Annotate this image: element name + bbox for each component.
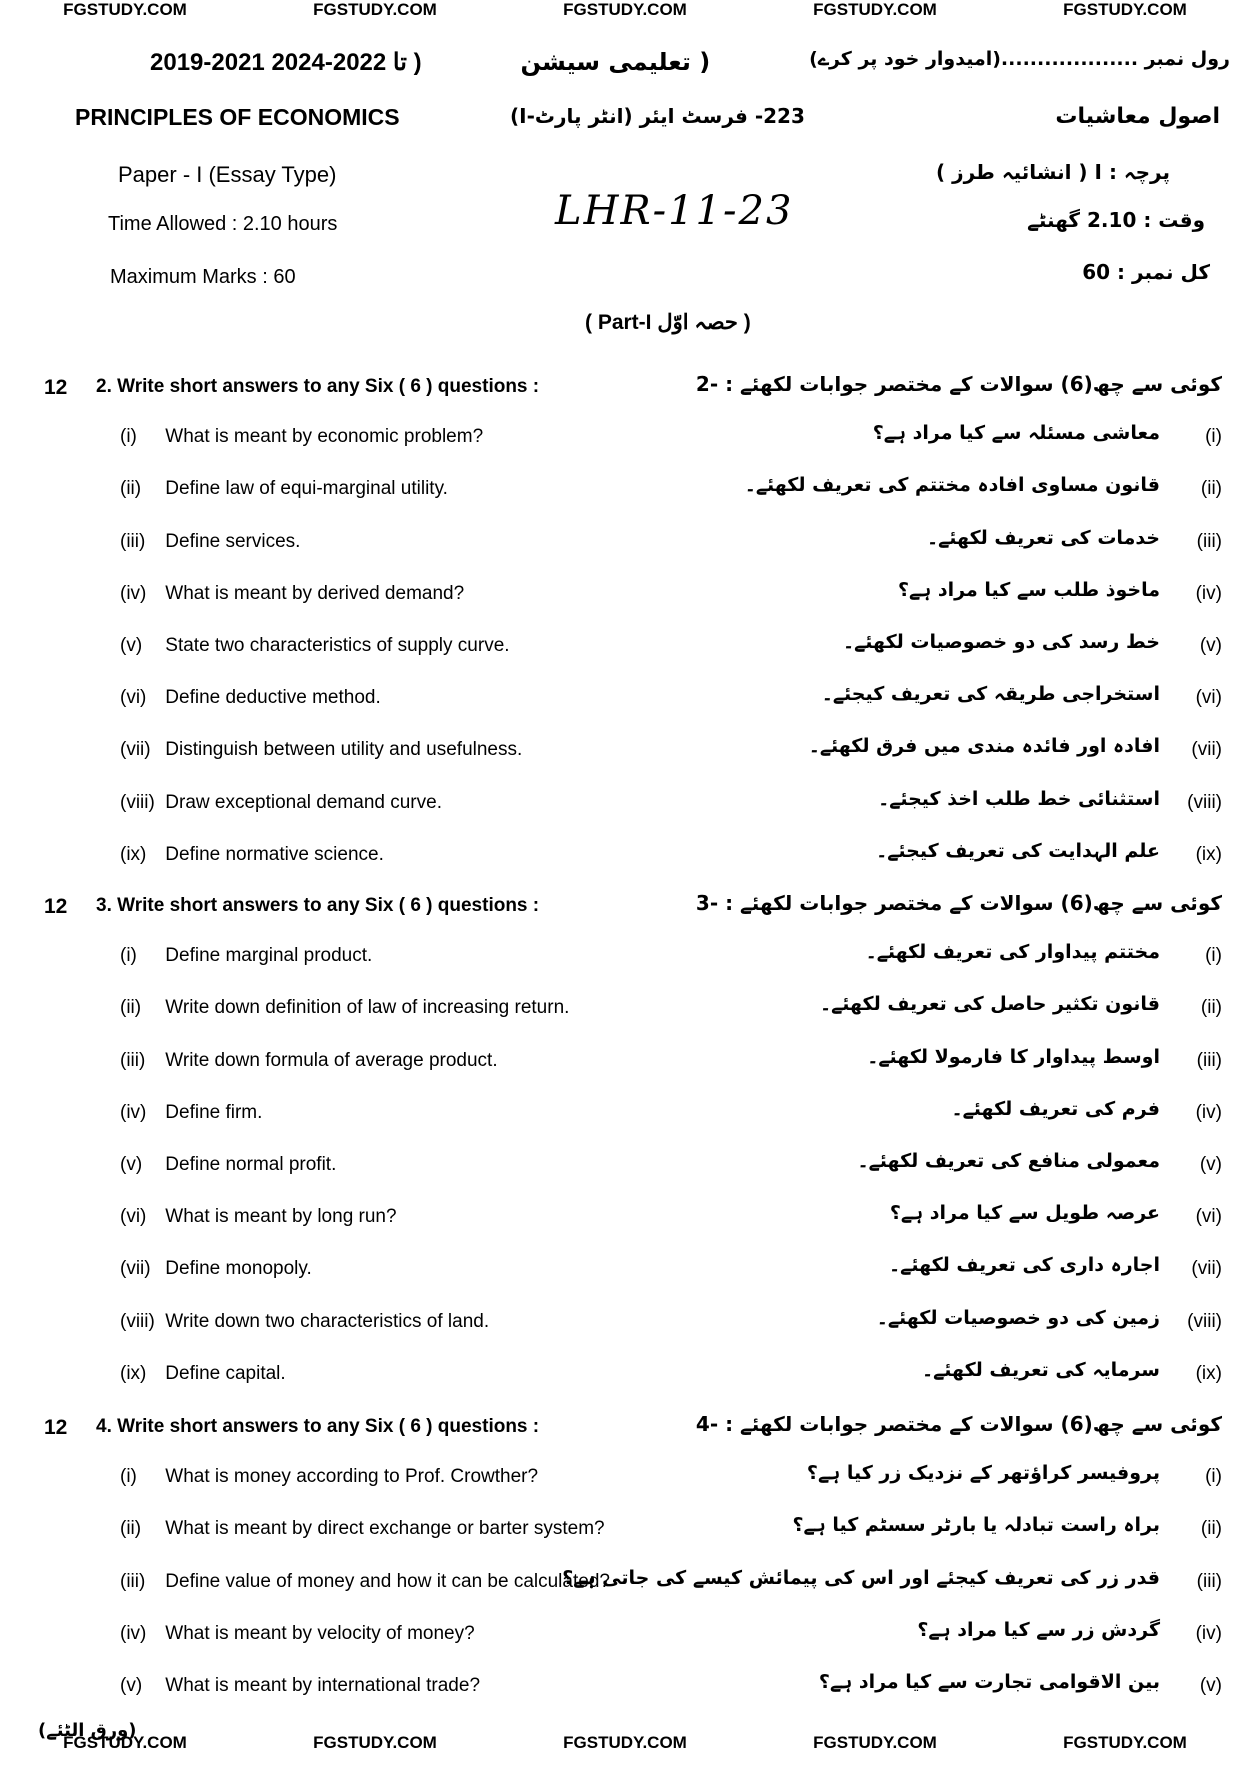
item-english: [120, 1675, 480, 1697]
item-text: Define services.: [165, 530, 301, 552]
question-marks: 12: [44, 376, 68, 399]
time-allowed-urdu: وقت : 2.10 گھنٹے: [1027, 208, 1205, 232]
question-number: 4.: [96, 1416, 112, 1437]
item-urdu: اوسط پیداوار کا فارمولا لکھئے۔: [867, 1045, 1160, 1068]
item-urdu: قدر زر کی تعریف کیجئے اور اس کی پیمائش کیسے کی جاتی ہے؟: [562, 1566, 1160, 1589]
part-heading: ( Part-I حصہ اوّل ): [585, 311, 751, 334]
item-text: Define law of equi-marginal utility.: [165, 478, 448, 500]
item-number: (iii): [120, 530, 146, 552]
item-text: Define normal profit.: [165, 1154, 337, 1175]
item-text: Define monopoly.: [165, 1258, 312, 1280]
question-item: [0, 1248, 1250, 1288]
item-urdu: استثنائی خط طلب اخذ کیجئے۔: [878, 787, 1160, 810]
item-text: Define marginal product.: [165, 945, 373, 967]
item-number-urdu: (ix): [1195, 843, 1222, 865]
item-urdu: معاشی مسئلہ سے کیا مراد ہے؟: [872, 422, 1160, 445]
question-number-urdu: -2: [695, 372, 719, 396]
item-english: [120, 739, 522, 761]
roll-number-field: رول نمبر ...................(امیدوار خود پر کرے): [809, 48, 1230, 70]
question-item: [0, 987, 1250, 1027]
question-item: [0, 1144, 1250, 1184]
item-number: (iv): [120, 1101, 147, 1123]
item-urdu: معمولی منافع کی تعریف لکھئے۔: [857, 1150, 1160, 1172]
item-number: (v): [120, 1154, 143, 1175]
item-urdu: افادہ اور فائدہ مندی میں فرق لکھئے۔: [808, 735, 1160, 758]
item-number-urdu: (vi): [1195, 687, 1222, 709]
item-english: [120, 1258, 312, 1280]
item-number: (v): [120, 635, 143, 656]
item-number-urdu: (ii): [1200, 997, 1222, 1019]
watermark: FGSTUDY.COM: [813, 0, 937, 19]
item-number: (iv): [120, 1622, 147, 1644]
item-english: [120, 531, 300, 553]
item-number-urdu: (i): [1205, 426, 1222, 448]
item-number-urdu: (iv): [1195, 582, 1222, 604]
item-english: [120, 478, 448, 500]
item-english: [120, 1154, 336, 1176]
item-number: (viii): [120, 1310, 155, 1332]
question-item: [0, 782, 1250, 822]
item-number: (v): [120, 1675, 143, 1696]
item-english: [120, 1311, 489, 1333]
item-english: [120, 1518, 605, 1540]
watermark: FGSTUDY.COM: [1063, 0, 1187, 19]
instruction-text-urdu: کوئی سے چھ(6) سوالات کے مختصر جوابات لکھئے :: [725, 891, 1222, 915]
question-item: [0, 1665, 1250, 1705]
item-english: [120, 1623, 475, 1645]
item-text: Define firm.: [165, 1101, 263, 1123]
item-urdu: خط رسد کی دو خصوصیات لکھئے۔: [843, 631, 1160, 653]
item-urdu: زمین کی دو خصوصیات لکھئے۔: [876, 1306, 1160, 1329]
item-number: (vi): [120, 1206, 147, 1228]
instruction-text: Write short answers to any Six ( 6 ) questions :: [117, 1416, 540, 1437]
item-number-urdu: (vii): [1191, 739, 1222, 761]
question-number: 3.: [96, 895, 112, 916]
session-years: 2019-2021 تا 2022-2024 ): [150, 49, 422, 76]
question-item: [0, 935, 1250, 975]
item-english: [120, 1466, 538, 1488]
item-number: (ii): [120, 997, 142, 1019]
subject-urdu: اصول معاشیات: [1055, 104, 1220, 129]
item-urdu: ماخوذ طلب سے کیا مراد ہے؟: [898, 578, 1160, 601]
item-english: [120, 635, 510, 657]
question-item: [0, 834, 1250, 874]
question-item: [0, 468, 1250, 508]
item-text: Distinguish between utility and usefulness.: [165, 739, 523, 761]
item-english: [120, 844, 384, 866]
item-number: (vii): [120, 739, 151, 761]
item-number-urdu: (iv): [1195, 1101, 1222, 1123]
item-urdu: براہ راست تبادلہ یا بارٹر سسٹم کیا ہے؟: [792, 1514, 1160, 1537]
item-number-urdu: (i): [1205, 945, 1222, 967]
item-text: Write down formula of average product.: [165, 1049, 498, 1071]
question-instruction-urdu: [696, 372, 1222, 396]
item-text: Define capital.: [165, 1362, 286, 1384]
question-item: [0, 573, 1250, 613]
item-text: What is money according to Prof. Crowther?: [165, 1466, 539, 1488]
watermark: FGSTUDY.COM: [313, 1733, 437, 1752]
item-number: (viii): [120, 791, 155, 813]
item-english: [120, 1050, 498, 1072]
item-number-urdu: (v): [1199, 1154, 1222, 1175]
question-instruction-urdu: [696, 1412, 1222, 1436]
item-urdu: سرمایہ کی تعریف لکھئے۔: [922, 1358, 1160, 1381]
watermark: FGSTUDY.COM: [63, 0, 187, 19]
item-text: State two characteristics of supply curve.: [165, 635, 510, 656]
instruction-text: Write short answers to any Six ( 6 ) questions :: [117, 376, 540, 397]
item-english: [120, 945, 372, 967]
item-urdu: قانون تکثیر حاصل کی تعریف لکھئے۔: [819, 993, 1160, 1016]
item-number-urdu: (iii): [1196, 1049, 1222, 1071]
item-urdu: عرصہ طویل سے کیا مراد ہے؟: [889, 1202, 1160, 1225]
time-allowed: Time Allowed : 2.10 hours: [108, 213, 338, 235]
item-number-urdu: (vi): [1195, 1206, 1222, 1228]
watermark: FGSTUDY.COM: [1063, 1733, 1187, 1752]
question-2-header: [0, 368, 1250, 408]
item-text: Define value of money and how it can be calculated?: [165, 1570, 610, 1592]
item-text: Define deductive method.: [165, 687, 381, 709]
question-item: [0, 1040, 1250, 1080]
item-urdu: فرم کی تعریف لکھئے۔: [951, 1097, 1160, 1120]
subject-english: PRINCIPLES OF ECONOMICS: [75, 104, 400, 130]
item-number-urdu: (ii): [1200, 478, 1222, 500]
question-item: [0, 625, 1250, 665]
item-number-urdu: (ii): [1200, 1518, 1222, 1540]
watermark: FGSTUDY.COM: [313, 0, 437, 19]
item-number-urdu: (ix): [1195, 1362, 1222, 1384]
item-number: (ii): [120, 478, 142, 500]
item-number: (vii): [120, 1258, 151, 1280]
question-instruction: [96, 1416, 539, 1438]
turn-over-note: (ورق الٹئے): [38, 1720, 137, 1741]
item-english: [120, 583, 464, 605]
session-line: [150, 48, 1230, 77]
question-item: [0, 1613, 1250, 1653]
instruction-text: Write short answers to any Six ( 6 ) questions :: [117, 895, 540, 916]
item-number-urdu: (v): [1199, 635, 1222, 656]
item-number-urdu: (iv): [1195, 1622, 1222, 1644]
item-number-urdu: (iii): [1196, 1570, 1222, 1592]
item-english: [120, 426, 483, 448]
item-urdu: اجارہ داری کی تعریف لکھئے۔: [889, 1254, 1160, 1277]
item-urdu: مختتم پیداوار کی تعریف لکھئے۔: [865, 941, 1160, 964]
paper-type-urdu: پرچہ : I ( انشائیہ طرز ): [935, 160, 1170, 184]
item-number-urdu: (viii): [1187, 1310, 1222, 1332]
item-english: [120, 687, 381, 709]
watermark-row-bottom: [0, 1733, 1250, 1753]
item-number: (i): [120, 426, 137, 448]
watermark: FGSTUDY.COM: [63, 1733, 187, 1752]
question-item: [0, 1092, 1250, 1132]
item-urdu: علم الہدایت کی تعریف کیجئے۔: [876, 839, 1160, 862]
question-item: [0, 1456, 1250, 1496]
item-number-urdu: (viii): [1187, 791, 1222, 813]
question-marks: 12: [44, 1416, 68, 1439]
item-number-urdu: (v): [1199, 1675, 1222, 1696]
board-code-handwritten: LHR-11-23: [555, 188, 794, 234]
item-number: (ix): [120, 1362, 147, 1384]
item-text: What is meant by direct exchange or barter system?: [165, 1518, 605, 1540]
item-english: [120, 792, 442, 814]
item-text: Draw exceptional demand curve.: [165, 791, 442, 813]
item-number: (vi): [120, 687, 147, 709]
question-marks: 12: [44, 895, 68, 918]
question-item: [0, 416, 1250, 456]
item-number-urdu: (vii): [1191, 1258, 1222, 1280]
item-text: What is meant by velocity of money?: [165, 1622, 475, 1644]
watermark-row-top: [0, 0, 1250, 20]
maximum-marks: Maximum Marks : 60: [110, 266, 296, 288]
item-urdu: پروفیسر کراؤتھر کے نزدیک زر کیا ہے؟: [806, 1462, 1160, 1485]
item-text: What is meant by long run?: [165, 1206, 397, 1228]
item-english: [120, 1102, 262, 1124]
item-urdu: قانون مساوی افادہ مختتم کی تعریف لکھئے۔: [744, 474, 1160, 497]
item-number: (ii): [120, 1518, 142, 1540]
question-item: [0, 1301, 1250, 1341]
item-urdu: خدمات کی تعریف لکھئے۔: [927, 526, 1160, 549]
question-number-urdu: -3: [695, 891, 719, 915]
item-english: [120, 1571, 610, 1593]
question-instruction-urdu: [696, 891, 1222, 915]
item-text: What is meant by international trade?: [165, 1675, 481, 1696]
question-number: 2.: [96, 376, 112, 397]
item-number-urdu: (i): [1205, 1466, 1222, 1488]
item-urdu: بین الاقوامی تجارت سے کیا مراد ہے؟: [818, 1671, 1160, 1693]
item-text: Define normative science.: [165, 843, 384, 865]
item-number: (i): [120, 945, 137, 967]
question-number-urdu: -4: [695, 1412, 719, 1436]
question-instruction: [96, 376, 539, 398]
question-item: [0, 521, 1250, 561]
question-item: [0, 1561, 1250, 1601]
question-instruction: [96, 895, 539, 917]
item-english: [120, 997, 569, 1019]
question-item: [0, 677, 1250, 717]
watermark: FGSTUDY.COM: [813, 1733, 937, 1752]
question-item: [0, 1196, 1250, 1236]
question-item: [0, 1353, 1250, 1393]
item-text: What is meant by derived demand?: [165, 582, 465, 604]
question-3-header: [0, 887, 1250, 927]
item-english: [120, 1206, 397, 1228]
question-item: [0, 729, 1250, 769]
paper-type: Paper - I (Essay Type): [118, 162, 337, 187]
watermark: FGSTUDY.COM: [563, 1733, 687, 1752]
item-text: Write down two characteristics of land.: [165, 1310, 490, 1332]
question-item: [0, 1508, 1250, 1548]
item-number: (i): [120, 1466, 137, 1488]
item-number: (iv): [120, 582, 147, 604]
session-urdu: ( تعلیمی سیشن: [520, 48, 711, 76]
item-number-urdu: (iii): [1196, 530, 1222, 552]
instruction-text-urdu: کوئی سے چھ(6) سوالات کے مختصر جوابات لکھئے :: [725, 372, 1222, 396]
item-number: (ix): [120, 843, 147, 865]
item-text: What is meant by economic problem?: [165, 426, 484, 448]
item-text: Write down definition of law of increasing return.: [165, 997, 570, 1019]
item-number: (iii): [120, 1570, 146, 1592]
watermark: FGSTUDY.COM: [563, 0, 687, 19]
question-4-header: [0, 1408, 1250, 1448]
instruction-text-urdu: کوئی سے چھ(6) سوالات کے مختصر جوابات لکھئے :: [725, 1412, 1222, 1436]
item-english: [120, 1363, 286, 1385]
paper-code: 223- فرسٹ ایئر (انٹر پارٹ-I): [510, 104, 805, 128]
item-urdu: استخراجی طریقہ کی تعریف کیجئے۔: [821, 683, 1160, 706]
item-urdu: گردش زر سے کیا مراد ہے؟: [917, 1618, 1160, 1641]
maximum-marks-urdu: کل نمبر : 60: [1082, 260, 1210, 284]
item-number: (iii): [120, 1049, 146, 1071]
